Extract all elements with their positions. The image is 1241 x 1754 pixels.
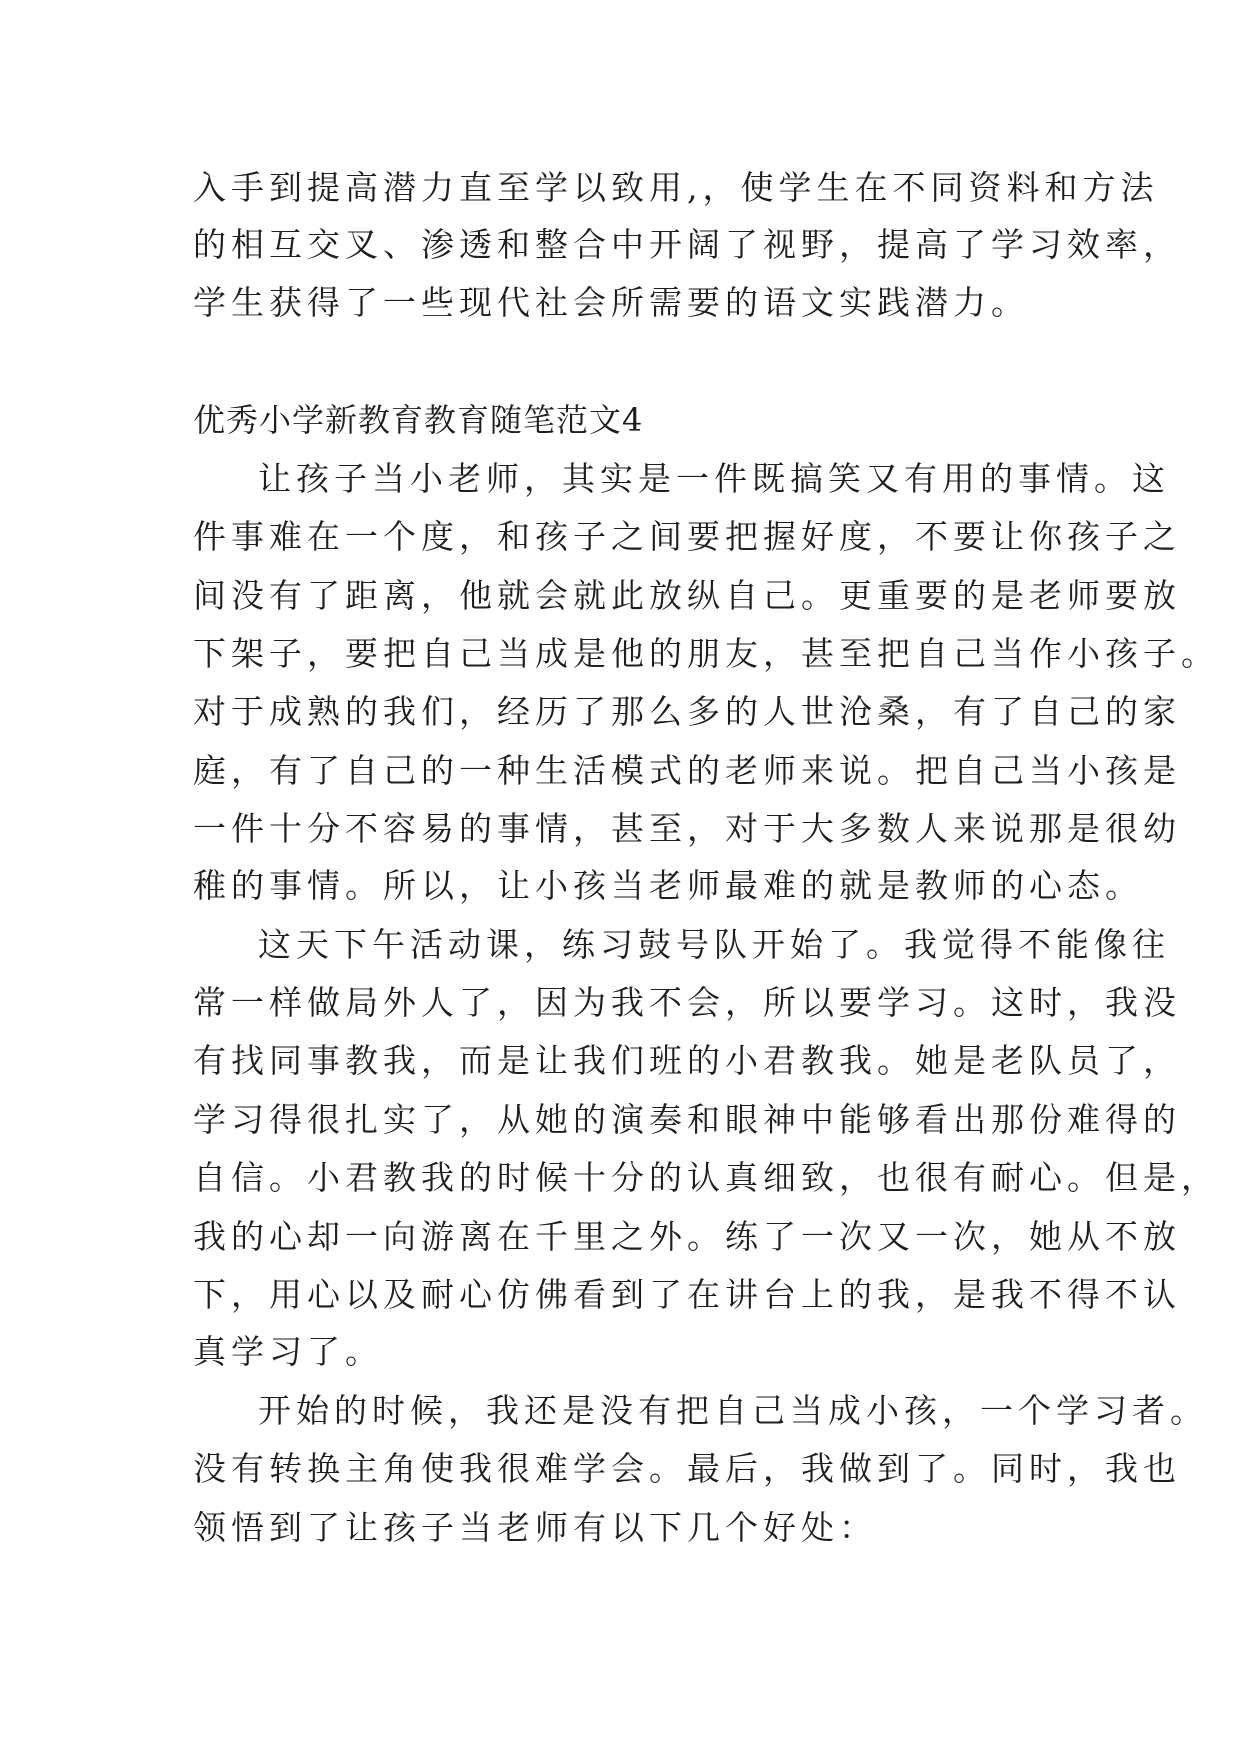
- text-line: 常一样做局外人了，因为我不会，所以要学习。这时，我没: [193, 983, 1181, 1022]
- text-line: 的相互交叉、渗透和整合中开阔了视野，提高了学习效率，: [193, 225, 1181, 264]
- text-line: 真学习了。: [193, 1332, 383, 1371]
- text-line: 入手到提高潜力直至学以致用,，使学生在不同资料和方法: [193, 168, 1159, 207]
- text-line: 间没有了距离，他就会就此放纵自己。更重要的是老师要放: [193, 576, 1181, 615]
- text-line: 这天下午活动课，练习鼓号队开始了。我觉得不能像往: [258, 925, 1170, 964]
- text-line: 有找同事教我，而是让我们班的小君教我。她是老队员了，: [193, 1041, 1181, 1080]
- section-heading: 优秀小学新教育教育随笔范文4: [193, 401, 644, 439]
- text-line: 自信。小君教我的时候十分的认真细致，也很有耐心。但是，: [193, 1158, 1219, 1197]
- text-line: 下架子，要把自己当成是他的朋友，甚至把自己当作小孩子。: [193, 634, 1219, 673]
- text-line: 让孩子当小老师，其实是一件既搞笑又有用的事情。这: [258, 459, 1170, 498]
- text-line: 对于成熟的我们，经历了那么多的人世沧桑，有了自己的家: [193, 692, 1181, 731]
- text-line: 没有转换主角使我很难学会。最后，我做到了。同时，我也: [193, 1449, 1181, 1488]
- text-line: 稚的事情。所以，让小孩当老师最难的就是教师的心态。: [193, 866, 1143, 905]
- text-line: 领悟到了让孩子当老师有以下几个好处：: [193, 1508, 877, 1547]
- text-line: 我的心却一向游离在千里之外。练了一次又一次，她从不放: [193, 1217, 1181, 1256]
- text-line: 件事难在一个度，和孩子之间要把握好度，不要让你孩子之: [193, 517, 1181, 556]
- text-line: 庭，有了自己的一种生活模式的老师来说。把自己当小孩是: [193, 751, 1181, 790]
- text-line: 一件十分不容易的事情，甚至，对于大多数人来说那是很幼: [193, 809, 1181, 848]
- text-line: 开始的时候，我还是没有把自己当成小孩，一个学习者。: [258, 1391, 1208, 1430]
- text-line: 学生获得了一些现代社会所需要的语文实践潜力。: [193, 283, 1029, 322]
- text-line: 学习得很扎实了，从她的演奏和眼神中能够看出那份难得的: [193, 1100, 1181, 1139]
- text-line: 下，用心以及耐心仿佛看到了在讲台上的我，是我不得不认: [193, 1275, 1181, 1314]
